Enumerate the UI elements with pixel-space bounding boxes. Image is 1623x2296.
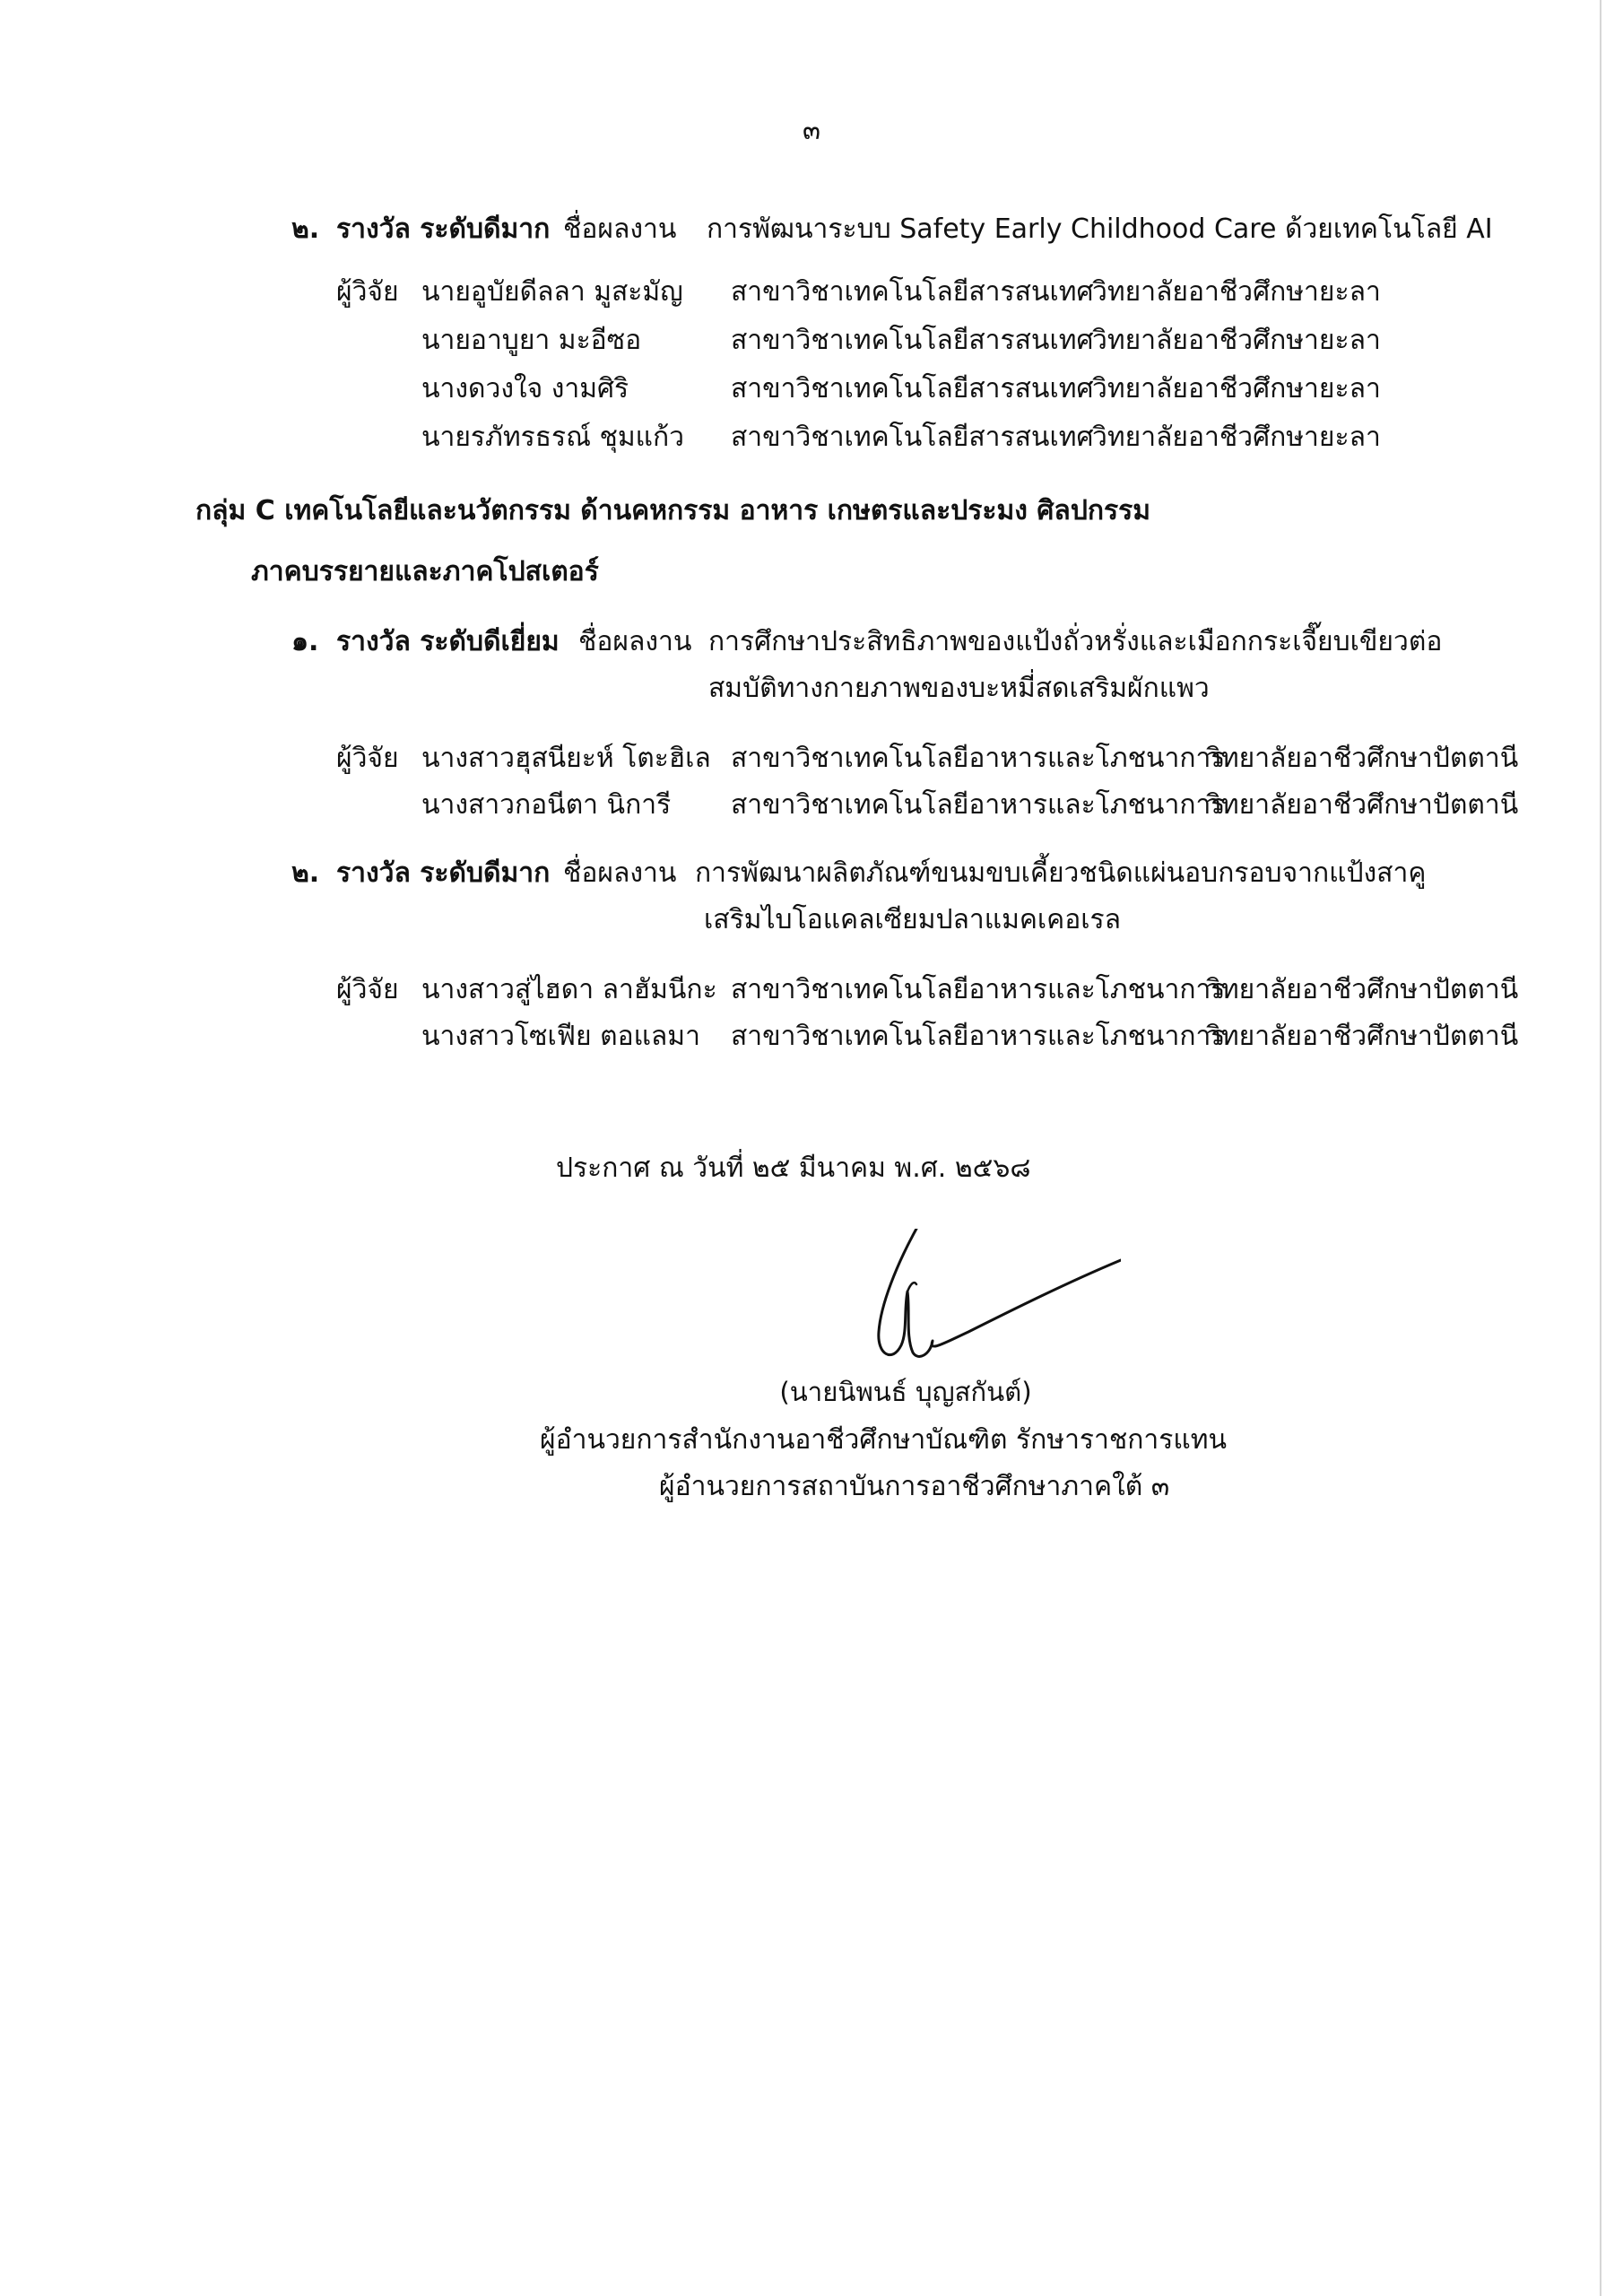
award-number: ๒. xyxy=(291,857,320,889)
researcher-name: นายอูบัยดีลลา มูสะมัญ xyxy=(421,276,683,308)
award-level: รางวัล ระดับดีเยี่ยม xyxy=(336,626,560,657)
page-edge xyxy=(1600,0,1601,2296)
work-title-line2: เสริมไบโอแคลเซียมปลาแมคเคอเรล xyxy=(704,904,1122,935)
award-level: รางวัล ระดับดีมาก xyxy=(336,857,551,889)
award-number: ๑. xyxy=(291,626,319,657)
work-title-line2: สมบัติทางกายภาพของบะหมี่สดเสริมผักแพว xyxy=(708,673,1210,704)
work-title-line1: การพัฒนาผลิตภัณฑ์ขนมขบเคี้ยวชนิดแผ่นอบกรอบจากแป้งสาคู xyxy=(695,857,1427,889)
signatory-name: (นายนิพนธ์ บุญสกันต์) xyxy=(779,1377,1032,1407)
researcher-label: ผู้วิจัย xyxy=(336,743,399,774)
researcher-department: สาขาวิชาเทคโนโลยีสารสนเทศ xyxy=(731,276,1094,308)
researcher-college: วิทยาลัยอาชีวศึกษายะลา xyxy=(1092,422,1381,453)
page-number: ๓ xyxy=(802,115,821,145)
researcher-name: นางสาวสู่ไฮดา ลาฮัมนีกะ xyxy=(421,974,717,1005)
researcher-department: สาขาวิชาเทคโนโลยีอาหารและโภชนาการ xyxy=(731,789,1226,821)
researcher-name: นายรภัทรธรณ์ ชุมแก้ว xyxy=(421,422,684,453)
researcher-name: นายอาบูยา มะอีซอ xyxy=(421,325,642,356)
researcher-college: วิทยาลัยอาชีวศึกษาปัตตานี xyxy=(1206,1021,1519,1052)
work-title: การพัฒนาระบบ Safety Early Childhood Care ด้วยเทคโนโลยี AI xyxy=(707,213,1493,245)
researcher-college: วิทยาลัยอาชีวศึกษายะลา xyxy=(1092,276,1381,308)
award-level: รางวัล ระดับดีมาก xyxy=(336,213,551,245)
researcher-college: วิทยาลัยอาชีวศึกษาปัตตานี xyxy=(1206,743,1519,774)
researcher-department: สาขาวิชาเทคโนโลยีอาหารและโภชนาการ xyxy=(731,1021,1226,1052)
researcher-college: วิทยาลัยอาชีวศึกษายะลา xyxy=(1092,373,1381,404)
researcher-college: วิทยาลัยอาชีวศึกษาปัตตานี xyxy=(1206,789,1519,821)
researcher-label: ผู้วิจัย xyxy=(336,974,399,1005)
announcement-date: ประกาศ ณ วันที่ ๒๕ มีนาคม พ.ศ. ๒๕๖๘ xyxy=(556,1152,1031,1184)
researcher-name: นางดวงใจ งามศิริ xyxy=(421,373,629,404)
researcher-department: สาขาวิชาเทคโนโลยีสารสนเทศ xyxy=(731,373,1094,404)
signatory-title-line1: ผู้อำนวยการสำนักงานอาชีวศึกษาบัณฑิต รักษาราชการแทน xyxy=(540,1424,1227,1456)
researcher-department: สาขาวิชาเทคโนโลยีอาหารและโภชนาการ xyxy=(731,743,1226,774)
work-label: ชื่อผลงาน xyxy=(563,857,677,889)
researcher-department: สาขาวิชาเทคโนโลยีสารสนเทศ xyxy=(731,325,1094,356)
work-title-line1: การศึกษาประสิทธิภาพของแป้งถั่วหรั่งและเมือกกระเจี๊ยบเขียวต่อ xyxy=(708,626,1443,657)
group-heading: กลุ่ม C เทคโนโลยีและนวัตกรรม ด้านคหกรรม อาหาร เกษตรและประมง ศิลปกรรม xyxy=(195,495,1151,526)
award-number: ๒. xyxy=(291,213,320,245)
group-subheading: ภาคบรรยายและภาคโปสเตอร์ xyxy=(251,556,599,587)
researcher-label: ผู้วิจัย xyxy=(336,276,399,308)
researcher-college: วิทยาลัยอาชีวศึกษายะลา xyxy=(1092,325,1381,356)
work-label: ชื่อผลงาน xyxy=(563,213,677,245)
signature xyxy=(861,1229,1121,1368)
researcher-name: นางสาวโซเฟีย ตอแลมา xyxy=(421,1021,700,1052)
researcher-college: วิทยาลัยอาชีวศึกษาปัตตานี xyxy=(1206,974,1519,1005)
work-label: ชื่อผลงาน xyxy=(578,626,692,657)
researcher-department: สาขาวิชาเทคโนโลยีอาหารและโภชนาการ xyxy=(731,974,1226,1005)
signatory-title-line2: ผู้อำนวยการสถาบันการอาชีวศึกษาภาคใต้ ๓ xyxy=(659,1471,1170,1502)
researcher-name: นางสาวฮุสนียะห์ โตะฮิเล xyxy=(421,743,711,774)
researcher-department: สาขาวิชาเทคโนโลยีสารสนเทศ xyxy=(731,422,1094,453)
researcher-name: นางสาวกอนีตา นิการี xyxy=(421,789,672,821)
